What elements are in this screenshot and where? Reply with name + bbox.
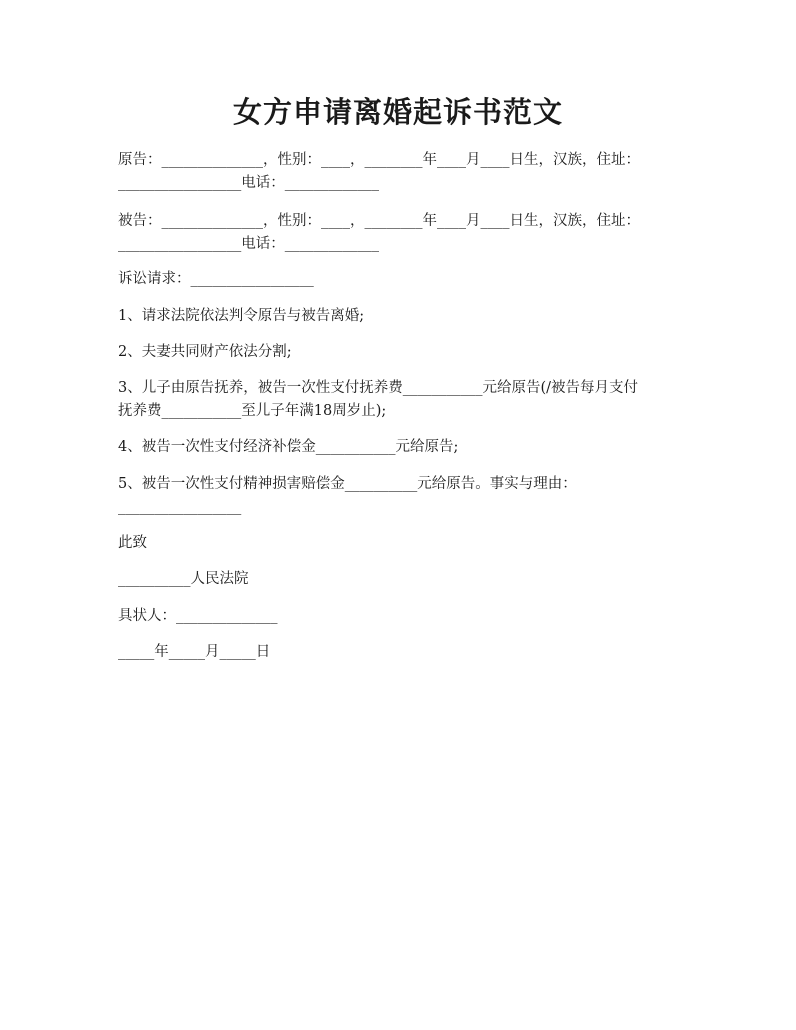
closing-salutation: 此致 (118, 535, 147, 551)
claim-item-3-line-2: 抚养费___________至儿子年满18周岁止); (118, 403, 387, 419)
document-title: 女方申请离婚起诉书范文 (232, 95, 563, 129)
plaintiff-info-line-1: 原告：______________，性别：____，________年____月____日生，汉族，住址： (118, 152, 640, 168)
claim-item-2: 2、夫妻共同财产依法分割; (118, 344, 292, 360)
plaintiff-info-line-2: _________________电话：_____________ (118, 175, 379, 191)
claim-item-3-line-1: 3、儿子由原告抚养，被告一次性支付抚养费___________元给原告(/被告每月支付 (118, 380, 639, 396)
court-name-line: __________人民法院 (118, 571, 249, 587)
claim-item-1: 1、请求法院依法判令原告与被告离婚; (118, 308, 365, 324)
signer-line: 具状人：______________ (118, 608, 278, 624)
defendant-info-line-2: _________________电话：_____________ (118, 236, 379, 252)
date-line: _____年_____月_____日 (118, 644, 271, 660)
claim-item-5-line-2: _________________ (118, 499, 242, 515)
claim-item-4: 4、被告一次性支付经济补偿金___________元给原告; (118, 439, 459, 455)
defendant-info-line-1: 被告：______________，性别：____，________年____月____日生，汉族，住址： (118, 213, 640, 229)
claim-item-5-line-1: 5、被告一次性支付精神损害赔偿金__________元给原告。事实与理由： (118, 476, 577, 492)
claims-heading: 诉讼请求：_________________ (118, 271, 314, 287)
